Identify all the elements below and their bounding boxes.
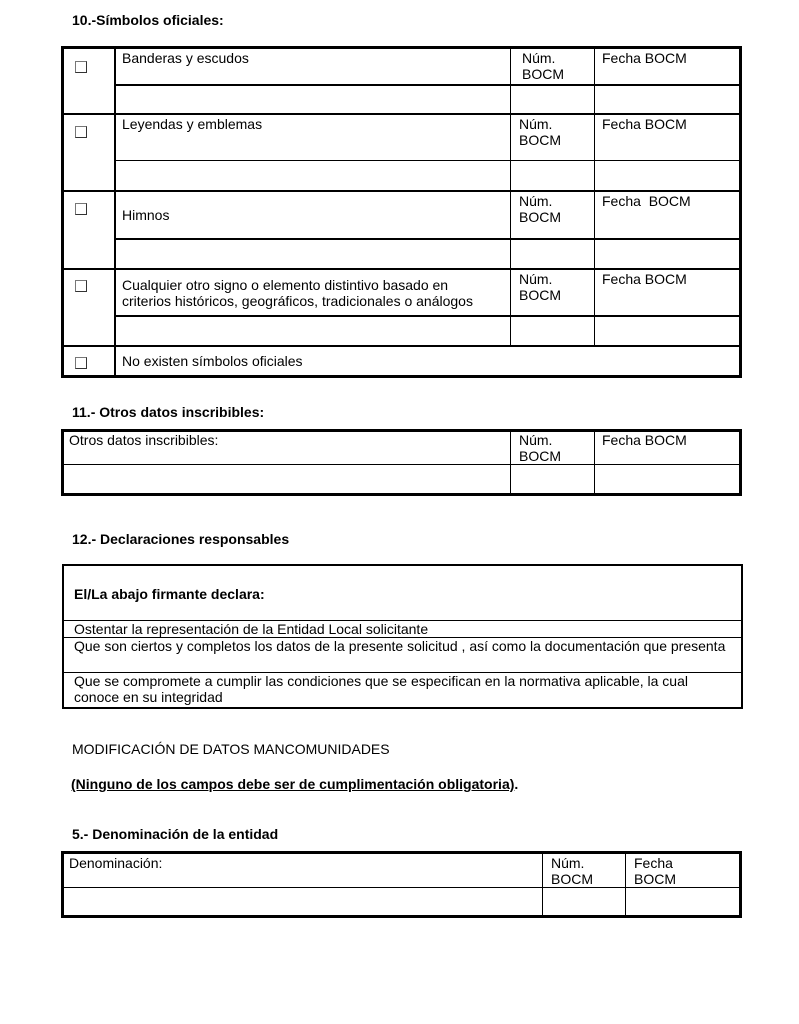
fecha-bocm-label: Fecha BOCM [602, 193, 691, 209]
label-himnos: Himnos [122, 207, 170, 223]
fecha-bocm-label: Fecha BOCM [602, 116, 687, 132]
banderas-fecha-input[interactable] [595, 86, 740, 113]
banderas-num-input[interactable] [511, 86, 594, 113]
fecha-bocm-label: Fecha BOCM [602, 432, 687, 448]
checkbox-no-existen[interactable] [75, 357, 87, 369]
leyendas-num-input[interactable] [511, 161, 594, 190]
label-no-existen: No existen símbolos oficiales [122, 353, 303, 369]
num-bocm-label: Núm. BOCM [519, 271, 561, 303]
label-leyendas: Leyendas y emblemas [122, 116, 263, 132]
checkbox-banderas[interactable] [75, 61, 87, 73]
denominacion-num-input[interactable] [543, 889, 625, 915]
otros-datos-fecha-input[interactable] [595, 466, 740, 493]
denominacion-input[interactable] [64, 889, 542, 915]
declaration-item: Que son ciertos y completos los datos de la presente solicitud , así como la documentación que presenta [64, 637, 741, 672]
section-5-title: 5.- Denominación de la entidad [72, 826, 279, 842]
label-denominacion: Denominación: [69, 855, 163, 871]
mancomunidades-title: MODIFICACIÓN DE DATOS MANCOMUNIDADES [72, 741, 390, 757]
num-bocm-label: Núm. BOCM [519, 116, 561, 148]
leyendas-input[interactable] [116, 161, 510, 190]
himnos-num-input[interactable] [511, 240, 594, 268]
himnos-input[interactable] [116, 240, 510, 268]
checkbox-otro-signo[interactable] [75, 280, 87, 292]
label-otros-datos: Otros datos inscribibles: [69, 432, 219, 448]
otro-signo-fecha-input[interactable] [595, 317, 740, 345]
banderas-input[interactable] [116, 86, 510, 113]
label-banderas: Banderas y escudos [122, 50, 249, 66]
num-bocm-label: Núm. BOCM [519, 432, 561, 464]
declaration-item: Que se compromete a cumplir las condiciones que se especifican en la normativa aplicable, la cual conoce en su integridad [64, 672, 741, 707]
otros-datos-num-input[interactable] [511, 466, 594, 493]
fecha-bocm-label: Fecha BOCM [602, 271, 687, 287]
otro-signo-num-input[interactable] [511, 317, 594, 345]
declaration-item: Ostentar la representación de la Entidad Local solicitante [64, 620, 741, 637]
section-11-title: 11.- Otros datos inscribibles: [72, 404, 265, 420]
himnos-fecha-input[interactable] [595, 240, 740, 268]
declarations-header: El/La abajo firmante declara: [74, 586, 265, 602]
leyendas-fecha-input[interactable] [595, 161, 740, 190]
denominacion-fecha-input[interactable] [626, 889, 740, 915]
section-12-title: 12.- Declaraciones responsables [72, 531, 290, 547]
label-otro-signo: Cualquier otro signo o elemento distintivo basado en criterios históricos, geográficos, tradicionales o análogos [122, 277, 473, 309]
fecha-bocm-label: Fecha BOCM [602, 50, 687, 66]
otro-signo-input[interactable] [116, 317, 510, 345]
num-bocm-label: Núm. BOCM [551, 855, 593, 887]
num-bocm-label: Núm. BOCM [522, 50, 564, 82]
mandatory-note: (Ninguno de los campos debe ser de cumplimentación obligatoria). [71, 776, 519, 792]
declarations-table [62, 564, 743, 709]
checkbox-leyendas[interactable] [75, 126, 87, 138]
section-10-title: 10.-Símbolos oficiales: [72, 12, 224, 28]
checkbox-himnos[interactable] [75, 203, 87, 215]
otros-datos-input[interactable] [64, 466, 510, 493]
num-bocm-label: Núm. BOCM [519, 193, 561, 225]
fecha-bocm-label: Fecha BOCM [634, 855, 676, 887]
